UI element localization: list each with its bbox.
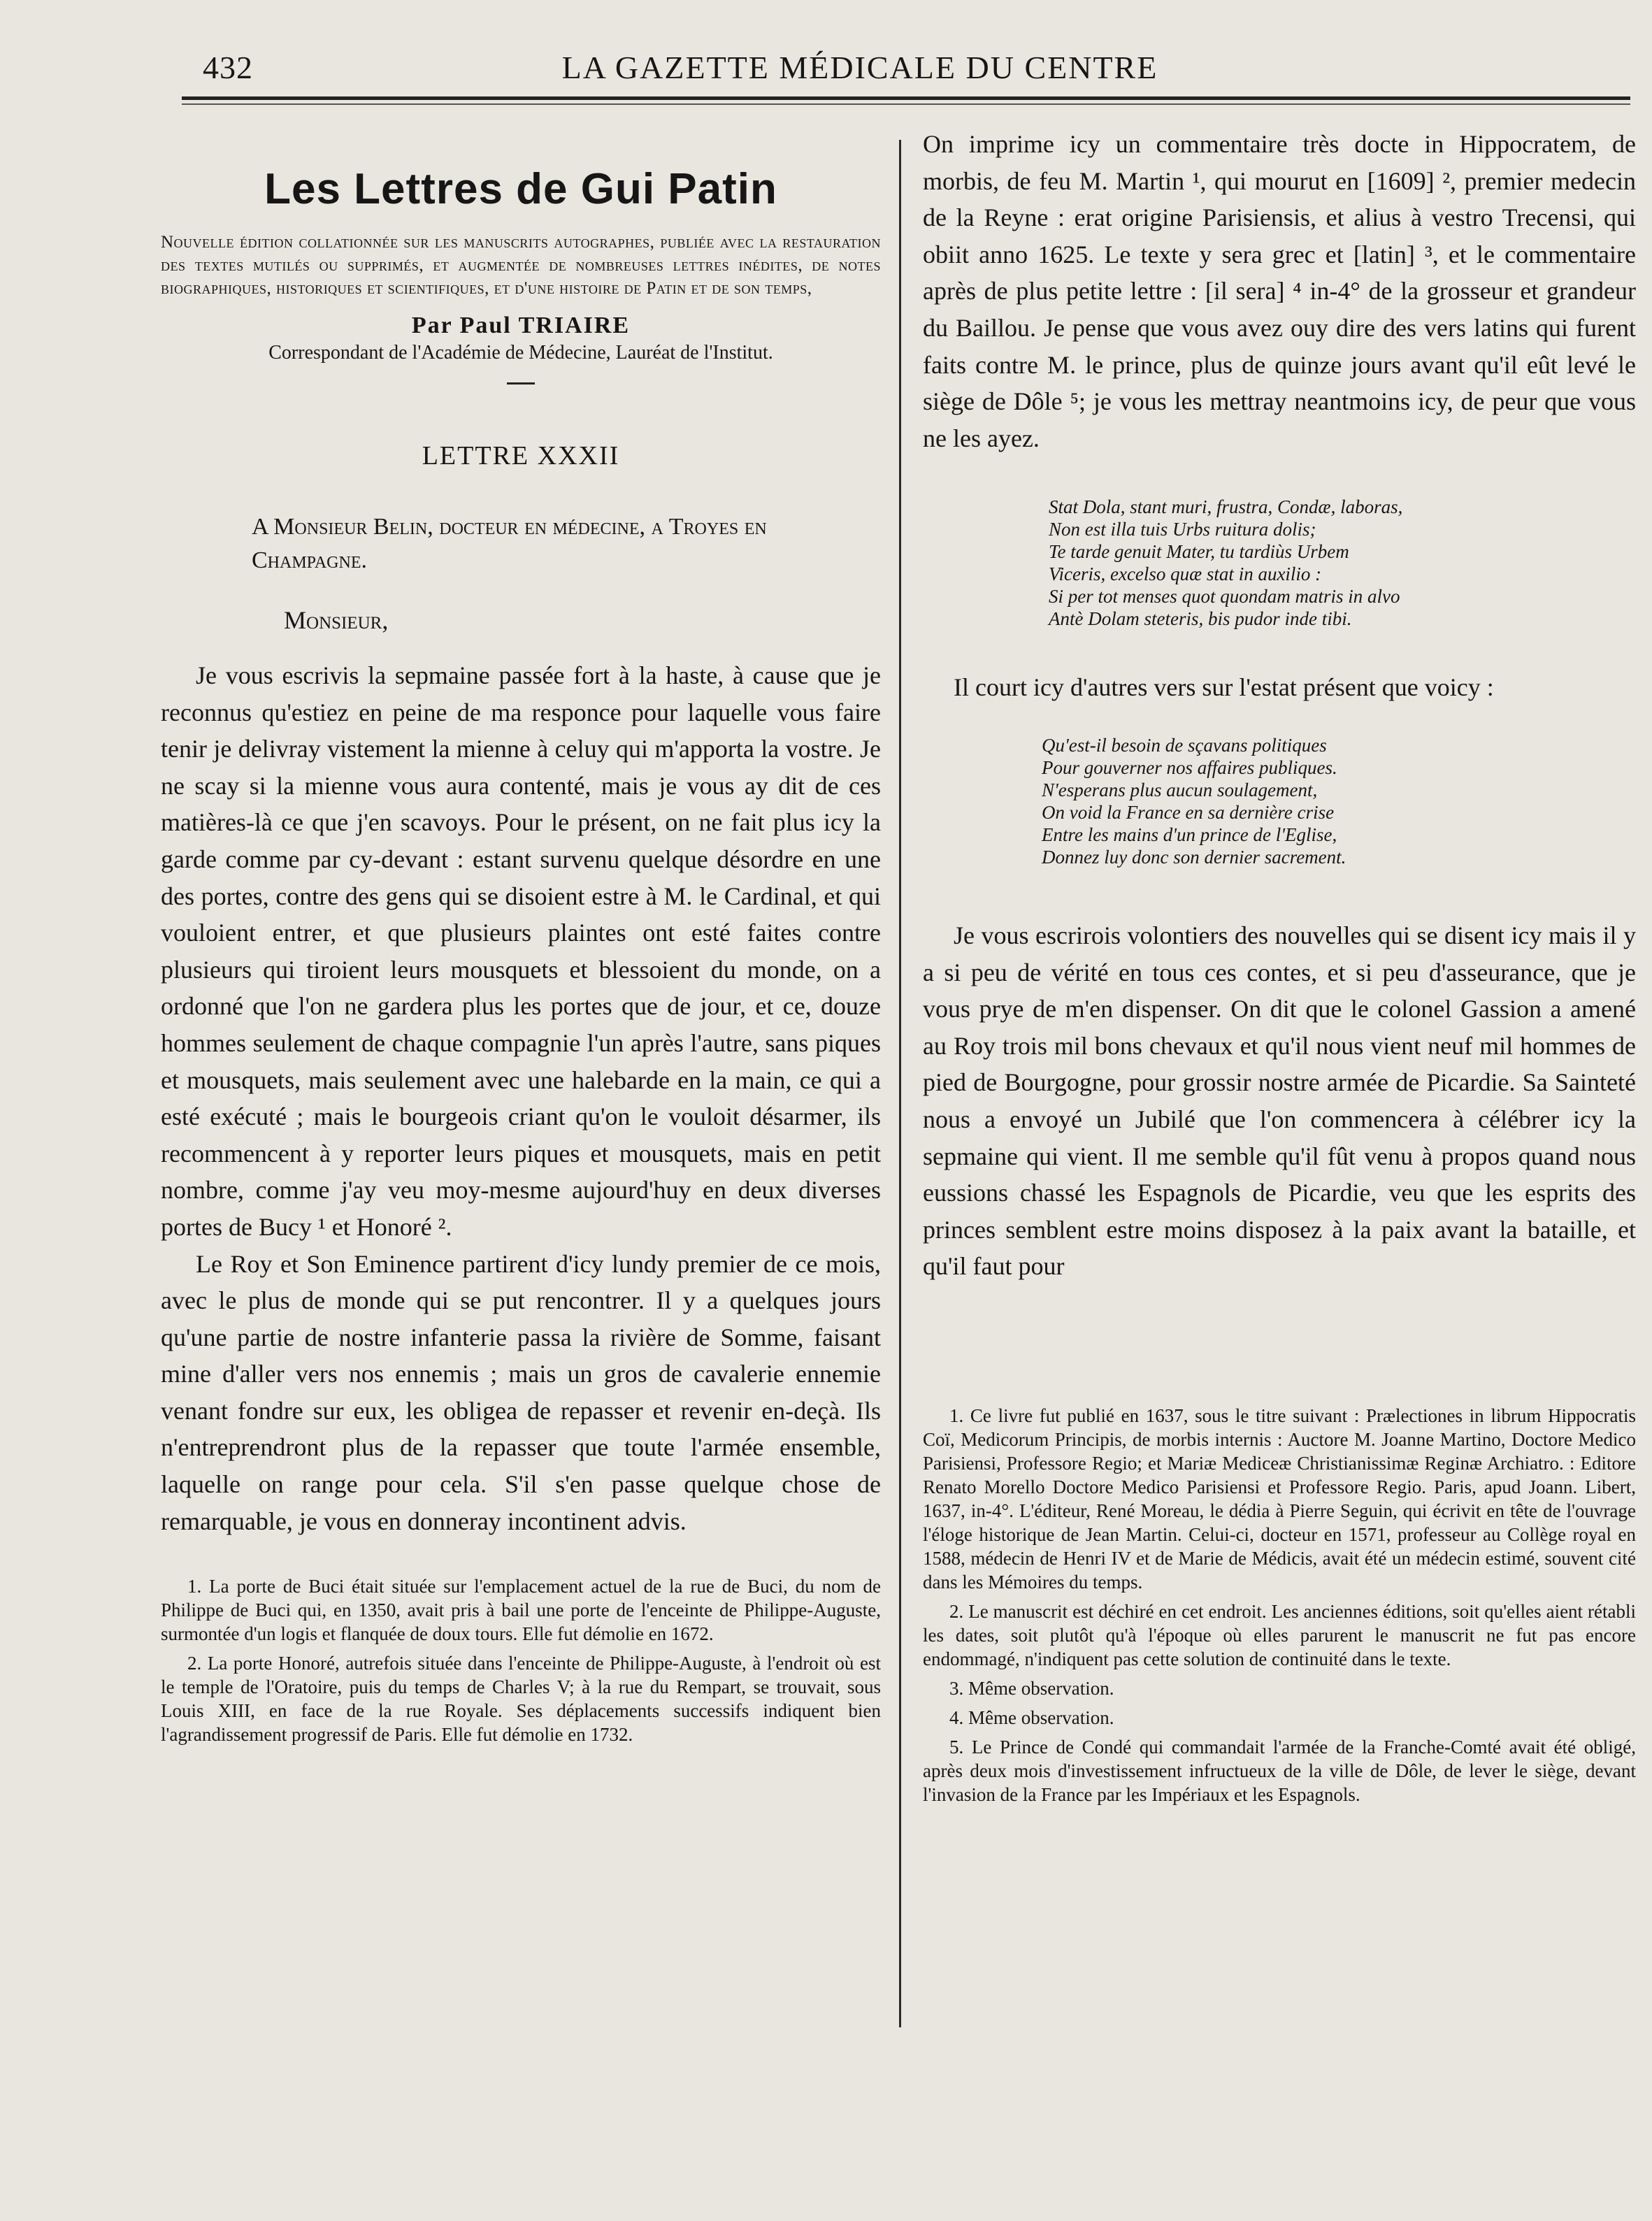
poem-line: Te tarde genuit Mater, tu tardiùs Urbem xyxy=(1049,541,1349,563)
title-separator xyxy=(507,382,535,384)
running-head xyxy=(203,43,1517,92)
column-gap xyxy=(923,1285,1636,1369)
poem-line: Donnez luy donc son dernier sacrement. xyxy=(1042,846,1346,868)
letter-addressee: A Monsieur Belin, docteur en médecine, a Troyes en Champagne. xyxy=(252,514,767,573)
poem-line: N'esperans plus aucun soulagement, xyxy=(1042,779,1318,800)
series-affiliation: Correspondant de l'Académie de Médecine, Lauréat de l'Institut. xyxy=(268,342,773,364)
letter-paragraph: On imprime icy un commentaire très docte in Hippocratem, de morbis, de feu M. Martin ¹, qui mourut en [1609] ², premier medecin de la Reyne : erat origine Parisiensis, et alius à vestro Trecensi, qui obiit anno 1625. Le texte y sera grec et [latin] ³, et le commentaire après de plus petite lettre : [il sera] ⁴ in-4° de la grosseur et grandeur du Baillou. Je pense que vous avez ouy dire des vers latins qui furent faits contre M. le prince, plus de quinze jours avant qu'il eût levé le siège de Dôle ⁵; je vous les mettray neantmoins icy, de peur que vous ne les ayez. xyxy=(923,130,1636,452)
latin-poem xyxy=(923,496,1636,630)
french-poem xyxy=(923,734,1636,868)
series-author: Par Paul TRIAIRE xyxy=(411,312,631,338)
poem-line: Si per tot menses quot quondam matris in alvo xyxy=(1049,586,1400,608)
poem-line: Non est illa tuis Urbs ruitura dolis; xyxy=(1049,519,1316,540)
letter-number: LETTRE XXXII xyxy=(422,441,620,470)
letter-paragraph: Il court icy d'autres vers sur l'estat présent que voicy : xyxy=(954,673,1494,702)
series-subtitle: Nouvelle édition collationnée sur les manuscrits autographes, publiée avec la restauration des textes mutilés ou supprimés, et augmentée de nombreuses lettres inédites, de notes biographiques, historiques et scientifiques, et d'une histoire de Patin et de son temps, xyxy=(161,233,881,298)
footnote: 1. Ce livre fut publié en 1637, sous le titre suivant : Prælectiones in librum Hippocratis Coï, Medicorum Principis, de morbis internis : Auctore M. Joanne Martino, Doctore Medico Parisiensi, Professore Regio; et Mariæ Mediceæ Christianissimæ Reginæ Archiatro. : Editore Renato Morello Doctore Medico Parisiensi et Professore Regio. Paris, apud Joann. Libert, 1637, in-4°. L'éditeur, René Moreau, le dédia à Pierre Seguin, qui écrivit en tête de l'ouvrage l'éloge historique de Jean Martin. Celui-ci, docteur en 1571, professeur au Collège royal en 1588, médecin de Henri IV et de Marie de Médicis, avait été un médecin estimé, souvent cité dans les Mémoires du temps. xyxy=(923,1404,1636,1593)
letter-paragraph: Le Roy et Son Eminence partirent d'icy lundy premier de ce mois, avec le plus de monde qui se put rencontrer. Il y a quelques jours qu'une partie de nostre infanterie passa la rivière de Somme, faisant mine d'aller vers nos ennemis ; mais un gros de cavalerie ennemie venant fondre sur eux, les obligea de repasser et revenir en-deçà. Ils n'entreprendront plus de la repasser que toute l'armée ensemble, laquelle on range pour cela. S'il s'en passe quelque chose de remarquable, je vous en donneray incontinent advis. xyxy=(161,1249,881,1535)
footnotes-left xyxy=(161,1574,881,1746)
footnote: 5. Le Prince de Condé qui commandait l'armée de la Franche-Comté avait été obligé, après deux mois d'investissement infructueux de la ville de Dôle, de lever le siège, devant l'invasion de la France par les Impériaux et les Espagnols. xyxy=(923,1736,1636,1805)
footnote: 3. Même observation. xyxy=(949,1677,1114,1699)
journal-title: LA GAZETTE MÉDICALE DU CENTRE xyxy=(561,50,1158,85)
footnotes-right xyxy=(923,1404,1636,1806)
column-divider xyxy=(899,140,901,2027)
letter-paragraph: Je vous escrirois volontiers des nouvelles qui se disent icy mais il y a si peu de vérité en tous ces contes, et si peu d'asseurance, que je vous prye de m'en dispenser. On dit que le colonel Gassion a amené au Roy trois mil bons chevaux et qu'il nous vient neuf mil hommes de pied de Bourgogne, pour grossir nostre armée de Picardie. Sa Sainteté nous a envoyé un Jubilé que l'on commencera à célébrer icy la sepmaine qui vient. Il me semble qu'il fût venu à propos quand nous eussions chassé les Espagnols de Picardie, veu que les esprits des princes semblent estre moins disposez à la paix avant la bataille, et qu'il faut pour xyxy=(923,921,1636,1281)
series-title: Les Lettres de Gui Patin xyxy=(264,165,777,213)
letter-paragraph: Je vous escrivis la sepmaine passée fort à la haste, à cause que je reconnus qu'estiez en peine de ma responce pour laquelle vous faire tenir je delivray vistement la mienne à celuy qui m'apporta la vostre. Je ne scay si la mienne vous aura contenté, mais je vous ay dit de ces matières-là ce que j'en scavoys. Pour le présent, on ne fait plus icy la garde comme par cy-devant : estant survenu quelque désordre en une des portes, contre des gens qui se disoient estre à M. le Cardinal, et qui vouloient entrer, et que plusieurs plaintes ont esté faites contre plusieurs qui tiroient leurs mousquets et blessoient du monde, on a ordonné que l'on ne gardera plus les portes que de jour, et ce, douze hommes seulement de chaque compagnie l'un après l'autre, sans piques et mousquets, mais seulement avec une halebarde en la main, ce qui a esté exécuté ; mais le bourgeois criant qu'on le vouloit désarmer, ils recommencent à y reporter leurs piques et mousquets, mais en petit nombre, comme j'ay veu moy-mesme aujourd'huy en deux diverses portes de Bucy ¹ et Honoré ². xyxy=(161,661,881,1241)
poem-line: Stat Dola, stant muri, frustra, Condæ, laboras, xyxy=(1049,496,1403,518)
poem-line: Entre les mains d'un prince de l'Eglise, xyxy=(1042,824,1337,845)
poem-line: Qu'est-il besoin de sçavans politiques xyxy=(1042,734,1327,756)
poem-line: Antè Dolam steteris, bis pudor inde tibi. xyxy=(1049,608,1352,630)
footnote: 1. La porte de Buci était située sur l'emplacement actuel de la rue de Buci, du nom de Philippe de Buci qui, en 1350, avait pris à bail une porte de l'enceinte de Philippe-Auguste, surmontée d'un logis et flanquée de doux tours. Elle fut démolie en 1672. xyxy=(161,1576,881,1645)
letter-salutation: Monsieur, xyxy=(284,606,389,634)
right-column xyxy=(923,126,1636,1812)
poem-line: Pour gouverner nos affaires publiques. xyxy=(1042,756,1337,778)
header-rule-thin xyxy=(182,103,1630,105)
poem-line: Viceris, excelso quæ stat in auxilio : xyxy=(1049,563,1322,585)
poem-line: On void la France en sa dernière crise xyxy=(1042,801,1335,823)
header-rule xyxy=(182,96,1630,100)
footnote: 2. La porte Honoré, autrefois située dans l'enceinte de Philippe-Auguste, à l'endroit où est le temple de l'Oratoire, puis du temps de Charles V; à la rue du Rempart, se trouvait, sous Louis XIII, en face de la rue Royale. Ses déplacements successifs indiquent bien l'agrandissement progressif de Paris. Elle fut démolie en 1732. xyxy=(161,1653,881,1746)
footnote: 4. Même observation. xyxy=(949,1706,1114,1728)
footnote: 2. Le manuscrit est déchiré en cet endroit. Les anciennes éditions, soit qu'elles aient rétabli les dates, soit plutôt qu'à l'époque où elles parurent le manuscrit ne fut pas encore endommagé, n'indiquent pas cette solution de continuité dans le texte. xyxy=(923,1600,1636,1669)
left-column xyxy=(161,150,881,1752)
page-number: 432 xyxy=(203,50,253,85)
